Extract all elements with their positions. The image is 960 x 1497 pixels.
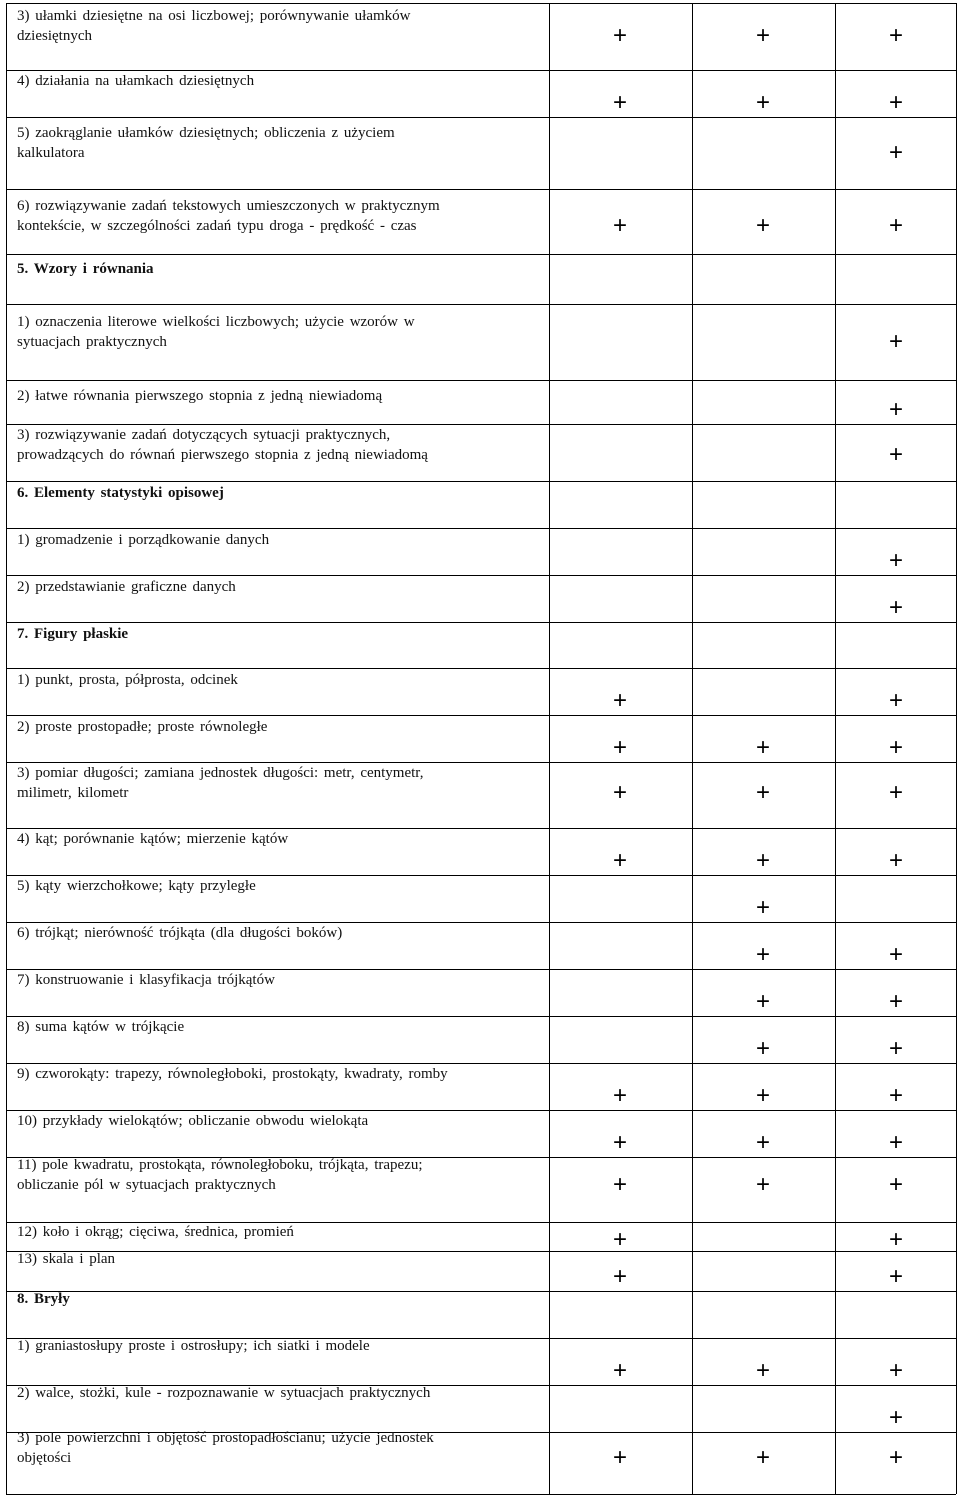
plus-mark-grade-1: + [612, 1082, 627, 1109]
plus-mark-grade-2: + [755, 1035, 770, 1062]
plus-mark-grade-3: + [888, 941, 903, 968]
topic-text: 13) skala i plan [17, 1251, 116, 1267]
plus-mark-grade-2: + [755, 212, 770, 239]
plus-mark-grade-3: + [888, 212, 903, 239]
plus-mark-grade-1: + [612, 212, 627, 239]
plus-mark-grade-3: + [888, 1444, 903, 1471]
plus-mark-grade-3: + [888, 1263, 903, 1290]
topic-text: 3) pomiar długości; zamiana jednostek długości: metr, centymetr, milimetr, kilometr [17, 765, 424, 801]
topic-text: 12) koło i okrąg; cięciwa, średnica, promień [17, 1224, 294, 1240]
plus-mark-grade-3: + [888, 1129, 903, 1156]
plus-mark-grade-1: + [612, 22, 627, 49]
topic-text: 2) przedstawianie graficzne danych [17, 579, 236, 595]
plus-mark-grade-2: + [755, 941, 770, 968]
plus-mark-grade-3: + [888, 1357, 903, 1384]
plus-mark-grade-3: + [888, 1226, 903, 1253]
topic-text: 2) proste prostopadłe; proste równoległe [17, 719, 268, 735]
plus-mark-grade-1: + [612, 687, 627, 714]
topic-text: 6) rozwiązywanie zadań tekstowych umieszczonych w praktycznym kontekście, w szczególności zadań typu droga - prędkość - czas [17, 198, 440, 234]
row-divider [6, 1494, 956, 1495]
row-divider [6, 380, 956, 381]
plus-mark-grade-2: + [755, 1444, 770, 1471]
topic-text: 10) przykłady wielokątów; obliczanie obwodu wielokąta [17, 1113, 369, 1129]
topic-text: 5) kąty wierzchołkowe; kąty przyległe [17, 878, 256, 894]
plus-mark-grade-3: + [888, 594, 903, 621]
topic-text: 3) rozwiązywanie zadań dotyczących sytuacji praktycznych, prowadzących do równań pierwszego stopnia z jedną niewiadomą [17, 427, 428, 463]
topic-text: 8) suma kątów w trójkącie [17, 1019, 185, 1035]
row-divider [6, 304, 956, 305]
plus-mark-grade-1: + [612, 1444, 627, 1471]
plus-mark-grade-3: + [888, 1171, 903, 1198]
plus-mark-grade-2: + [755, 734, 770, 761]
plus-mark-grade-1: + [612, 847, 627, 874]
plus-mark-grade-1: + [612, 89, 627, 116]
plus-mark-grade-2: + [755, 22, 770, 49]
plus-mark-grade-3: + [888, 1082, 903, 1109]
plus-mark-grade-3: + [888, 1035, 903, 1062]
plus-mark-grade-3: + [888, 396, 903, 423]
section-heading: 5. Wzory i równania [17, 261, 154, 277]
plus-mark-grade-1: + [612, 1171, 627, 1198]
topic-text: 1) oznaczenia literowe wielkości liczbowych; użycie wzorów w sytuacjach praktycznych [17, 314, 415, 350]
row-divider [6, 575, 956, 576]
plus-mark-grade-1: + [612, 1129, 627, 1156]
plus-mark-grade-3: + [888, 847, 903, 874]
row-divider [6, 189, 956, 190]
section-heading: 6. Elementy statystyki opisowej [17, 485, 224, 501]
plus-mark-grade-1: + [612, 1357, 627, 1384]
plus-mark-grade-2: + [755, 1129, 770, 1156]
plus-mark-grade-3: + [888, 441, 903, 468]
plus-mark-grade-2: + [755, 1171, 770, 1198]
topic-text: 11) pole kwadratu, prostokąta, równoległoboku, trójkąta, trapezu; obliczanie pól w sytuacjach praktycznych [17, 1157, 423, 1193]
plus-mark-grade-2: + [755, 988, 770, 1015]
row-divider [6, 528, 956, 529]
topic-text: 2) łatwe równania pierwszego stopnia z jedną niewiadomą [17, 388, 383, 404]
plus-mark-grade-3: + [888, 547, 903, 574]
topic-text: 1) punkt, prosta, półprosta, odcinek [17, 672, 238, 688]
plus-mark-grade-3: + [888, 89, 903, 116]
plus-mark-grade-2: + [755, 89, 770, 116]
row-divider [6, 254, 956, 255]
plus-mark-grade-2: + [755, 1357, 770, 1384]
section-heading: 8. Bryły [17, 1291, 70, 1307]
topic-text: 5) zaokrąglanie ułamków dziesiętnych; obliczenia z użyciem kalkulatora [17, 125, 395, 161]
topic-text: 1) graniastosłupy proste i ostrosłupy; ich siatki i modele [17, 1338, 370, 1354]
plus-mark-grade-3: + [888, 734, 903, 761]
column-divider [835, 3, 836, 1494]
topic-text: 6) trójkąt; nierówność trójkąta (dla długości boków) [17, 925, 343, 941]
row-divider [6, 622, 956, 623]
plus-mark-grade-3: + [888, 988, 903, 1015]
plus-mark-grade-2: + [755, 1082, 770, 1109]
plus-mark-grade-2: + [755, 894, 770, 921]
topic-text: 4) kąt; porównanie kątów; mierzenie kątów [17, 831, 289, 847]
plus-mark-grade-1: + [612, 1226, 627, 1253]
plus-mark-grade-2: + [755, 847, 770, 874]
row-divider [6, 668, 956, 669]
row-divider [6, 117, 956, 118]
topic-text: 1) gromadzenie i porządkowanie danych [17, 532, 270, 548]
topic-text: 9) czworokąty: trapezy, równoległoboki, prostokąty, kwadraty, romby [17, 1066, 448, 1082]
column-divider [6, 3, 7, 1494]
plus-mark-grade-2: + [755, 779, 770, 806]
row-divider [6, 481, 956, 482]
plus-mark-grade-3: + [888, 687, 903, 714]
section-heading: 7. Figury płaskie [17, 626, 129, 642]
topic-text: 4) działania na ułamkach dziesiętnych [17, 73, 255, 89]
topic-text: 2) walce, stożki, kule - rozpoznawanie w sytuacjach praktycznych [17, 1385, 431, 1401]
column-divider [692, 3, 693, 1494]
row-divider [6, 715, 956, 716]
plus-mark-grade-3: + [888, 1404, 903, 1431]
plus-mark-grade-1: + [612, 779, 627, 806]
topic-text: 3) ułamki dziesiętne na osi liczbowej; porównywanie ułamków dziesiętnych [17, 8, 411, 44]
plus-mark-grade-1: + [612, 734, 627, 761]
plus-mark-grade-3: + [888, 779, 903, 806]
topic-text: 7) konstruowanie i klasyfikacja trójkątów [17, 972, 275, 988]
plus-mark-grade-3: + [888, 328, 903, 355]
row-divider [6, 3, 956, 4]
topic-text: 3) pole powierzchni i objętość prostopadłościanu; użycie jednostek objętości [17, 1430, 434, 1466]
plus-mark-grade-3: + [888, 139, 903, 166]
column-divider [956, 3, 957, 1494]
column-divider [549, 3, 550, 1494]
plus-mark-grade-3: + [888, 22, 903, 49]
plus-mark-grade-1: + [612, 1263, 627, 1290]
